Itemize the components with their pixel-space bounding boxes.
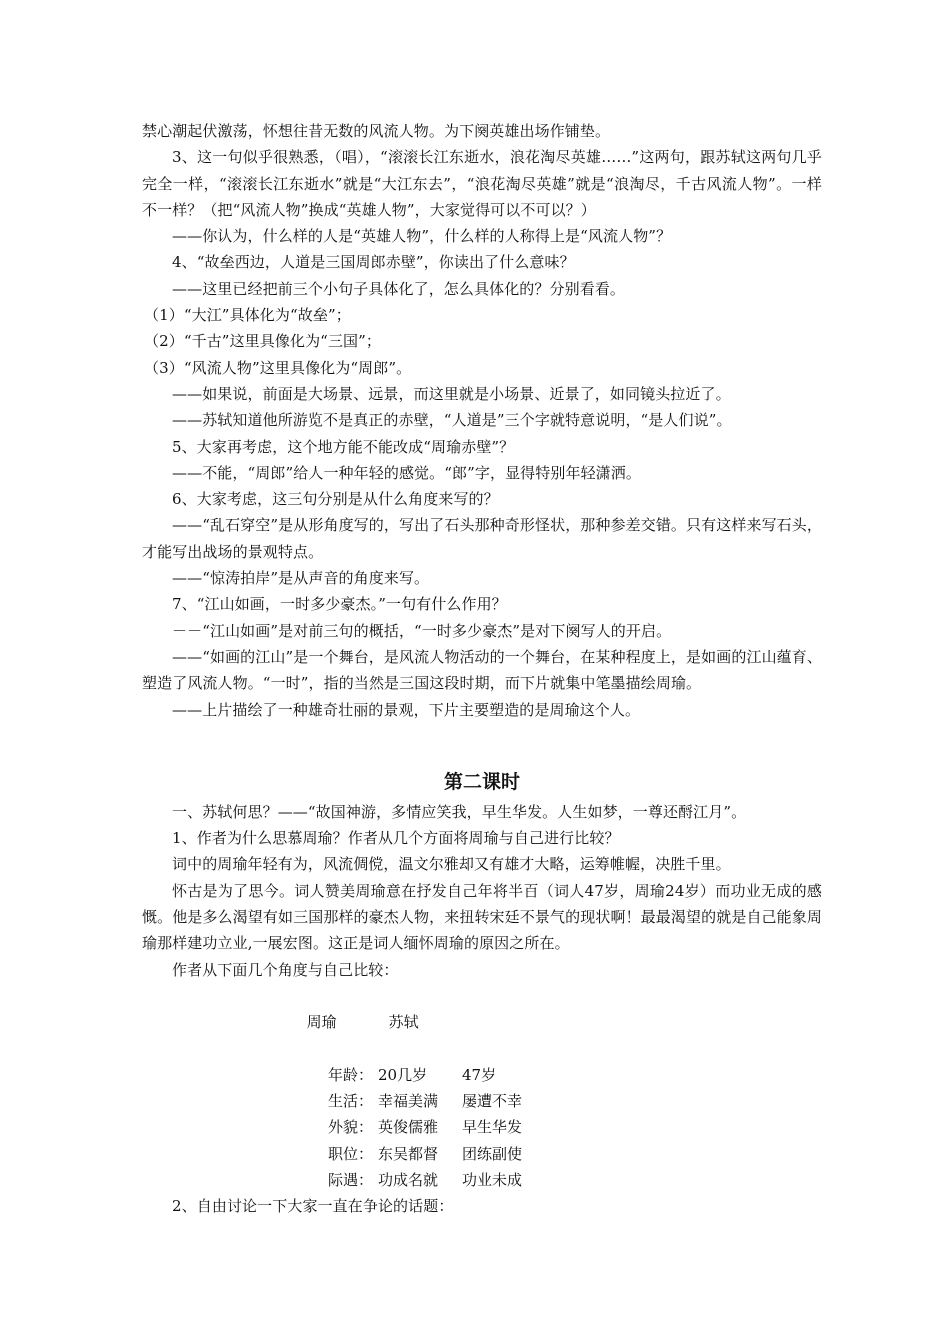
paragraph: 一、苏轼何思？——“故国神游，多情应笑我，早生华发。人生如梦，一尊还酹江月”。 [172,802,747,821]
section-spacer [142,723,822,767]
comparison-header-sushi: 苏轼 [388,1013,419,1032]
paragraph: 禁心潮起伏激荡，怀想往昔无数的风流人物。为下阕英雄出场作铺垫。 [142,122,611,140]
comparison-table [142,983,822,1193]
paragraph: ——如果说，前面是大场景、远景，而这里就是小场景、近景了，如同镜头拉近了。 [172,384,731,403]
comparison-row-zhouyu: 东吴都督 [378,1144,439,1163]
lesson-one-continuation [142,118,822,723]
paragraph: 作者从下面几个角度与自己比较： [172,960,399,979]
paragraph: ——你认为，什么样的人是“英雄人物”，什么样的人称得上是“风流人物”？ [172,227,672,246]
paragraph: （2）“千古”这里具像化为“三国”； [144,332,382,351]
document-page [142,118,822,1220]
paragraph: ——苏轼知道他所游览不是真正的赤壁，“人道是”三个字就特意说明，“是人们说”。 [172,411,732,430]
paragraph: 6、大家考虑，这三句分别是从什么角度来写的？ [172,490,499,509]
lesson-two-body [142,799,822,983]
paragraph: 7、“江山如画，一时多少豪杰。”一句有什么作用？ [172,595,507,614]
paragraph: ——“惊涛拍岸”是从声音的角度来写。 [172,569,430,588]
section-heading: 第二课时 [443,770,520,793]
comparison-row-sushi: 功业未成 [462,1170,523,1189]
comparison-row [142,1062,822,1088]
comparison-row-zhouyu: 幸福美满 [378,1092,439,1111]
comparison-row-sushi: 屡遭不幸 [462,1092,523,1111]
comparison-row-label: 年龄： [328,1065,374,1084]
paragraph: ——这里已经把前三个小句子具体化了，怎么具体化的？分别看看。 [172,279,626,298]
paragraph: 词中的周瑜年轻有为，风流倜傥，温文尔雅却又有雄才大略，运筹帷幄，决胜千里。 [172,855,731,874]
paragraph: 4、“故垒西边，人道是三国周郎赤壁”，你读出了什么意味？ [172,253,575,272]
comparison-row-sushi: 团练副使 [462,1144,523,1163]
paragraph: 5、大家再考虑，这个地方能不能改成“周瑜赤壁”？ [172,437,515,456]
comparison-row [142,1088,822,1114]
comparison-row-sushi: 早生华发 [462,1118,523,1137]
comparison-row-sushi: 47岁 [462,1065,497,1084]
comparison-row-label: 职位： [328,1144,374,1163]
comparison-row-zhouyu: 英俊儒雅 [378,1118,439,1137]
comparison-row-zhouyu: 20几岁 [378,1065,428,1084]
comparison-rows [142,1062,822,1193]
comparison-row [142,1114,822,1140]
paragraph: ——不能，“周郎”给人一种年轻的感觉。“郎”字，显得特别年轻潇洒。 [172,463,641,482]
comparison-row [142,1141,822,1167]
paragraph: （3）“风流人物”这里具像化为“周郎”。 [144,358,412,377]
comparison-header-zhouyu: 周瑜 [306,1013,337,1032]
comparison-row-zhouyu: 功成名就 [378,1170,439,1189]
paragraph: 怀古是为了思今。词人赞美周瑜意在抒发自己年将半百（词人47岁，周瑜24岁）而功业无成的感慨。他是多么渴望有如三国那样的豪杰人物，来扭转宋廷不景气的现状啊！最最渴望的就是自己能象周瑜那样建功立业,一展宏图。这正是词人缅怀周瑜的原因之所在。 [142,881,822,953]
comparison-row-label: 外貌： [328,1118,374,1137]
comparison-row [142,1167,822,1193]
comparison-row-label: 际遇： [328,1170,374,1189]
paragraph: 1、作者为什么思慕周瑜？作者从几个方面将周瑜与自己进行比较？ [172,829,620,848]
paragraph: 3、这一句似乎很熟悉，（唱），“滚滚长江东逝水，浪花淘尽英雄……”这两句，跟苏轼这两句几乎完全一样，“滚滚长江东逝水”就是“大江东去”，“浪花淘尽英雄”就是“浪淘尽，千古风流人物”。一样不一样？（把“风流人物”换成“英雄人物”，大家觉得可以不可以？） [142,148,822,219]
paragraph-discussion: 2、自由讨论一下大家一直在争论的话题： [172,1197,454,1216]
comparison-header [142,983,822,1062]
paragraph: －－“江山如画”是对前三句的概括，“一时多少豪杰”是对下阕写人的开启。 [172,621,672,640]
paragraph: （1）“大江”具体化为“故垒”； [144,306,351,325]
paragraph: ——上片描绘了一种雄奇壮丽的景观，下片主要塑造的是周瑜这个人。 [172,700,641,719]
paragraph: ——“如画的江山”是一个舞台，是风流人物活动的一个舞台，在某种程度上，是如画的江山蕴育、塑造了风流人物。“一时”，指的当然是三国这段时期，而下片就集中笔墨描绘周瑜。 [142,647,822,693]
comparison-row-label: 生活： [328,1092,374,1111]
paragraph: ——“乱石穿空”是从形角度写的，写出了石头那种奇形怪状，那种参差交错。只有这样来写石头，才能写出战场的景观特点。 [142,516,822,561]
